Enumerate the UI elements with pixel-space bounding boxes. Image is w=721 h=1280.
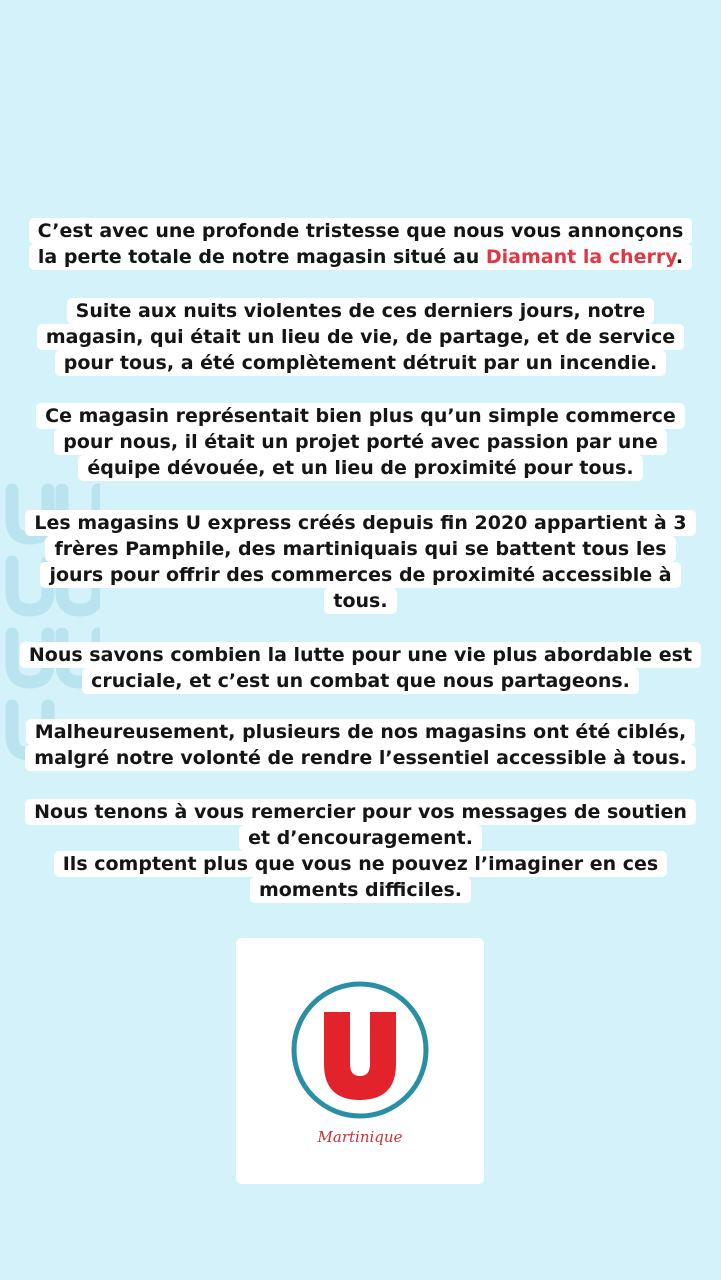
text-line: Nous savons combien la lutte pour une vie plus abordable est — [20, 642, 701, 668]
u-brand-logo-icon — [288, 978, 432, 1122]
paragraph-incident — [0, 298, 721, 376]
text-line: pour tous, a été complètement détruit par un incendie. — [55, 350, 667, 376]
text-line-with-location — [29, 244, 692, 270]
text-line: Malheureusement, plusieurs de nos magasins ont été ciblés, — [26, 719, 695, 745]
text-line: frères Pamphile, des martiniquais qui se battent tous les — [45, 536, 675, 562]
logo-caption: Martinique — [317, 1128, 403, 1146]
brand-logo-card — [236, 938, 484, 1184]
text-line: Ils comptent plus que vous ne pouvez l’imaginer en ces — [54, 851, 668, 877]
text-line: tous. — [324, 588, 396, 614]
text-line: et d’encouragement. — [239, 825, 482, 851]
text-line: moments difficiles. — [250, 877, 471, 903]
text-line: pour nous, il était un projet porté avec passion par une — [54, 429, 667, 455]
store-location-highlight: Diamant la cherry — [485, 246, 676, 268]
text-line: Ce magasin représentait bien plus qu’un simple commerce — [36, 403, 685, 429]
paragraph-announcement — [0, 218, 721, 270]
text-line: cruciale, et c’est un combat que nous partageons. — [82, 668, 639, 694]
text-line: jours pour offrir des commerces de proximité accessible à — [40, 562, 680, 588]
text-line: magasin, qui était un lieu de vie, de partage, et de service — [37, 324, 684, 350]
paragraph-store-meaning — [0, 403, 721, 481]
text-line: Suite aux nuits violentes de ces derniers jours, notre — [67, 298, 655, 324]
text-segment: la perte totale de notre magasin situé au — [37, 246, 486, 268]
text-segment: . — [675, 246, 684, 268]
text-line: Les magasins U express créés depuis fin 2020 appartient à 3 — [25, 510, 695, 536]
paragraph-thanks — [0, 799, 721, 903]
paragraph-targeted — [0, 719, 721, 771]
text-line: Nous tenons à vous remercier pour vos messages de soutien — [25, 799, 696, 825]
text-line: équipe dévouée, et un lieu de proximité pour tous. — [78, 455, 642, 481]
text-line: C’est avec une profonde tristesse que nous vous annonçons — [29, 218, 693, 244]
paragraph-owners — [0, 510, 721, 614]
text-line: malgré notre volonté de rendre l’essentiel accessible à tous. — [25, 745, 695, 771]
paragraph-struggle — [0, 642, 721, 694]
